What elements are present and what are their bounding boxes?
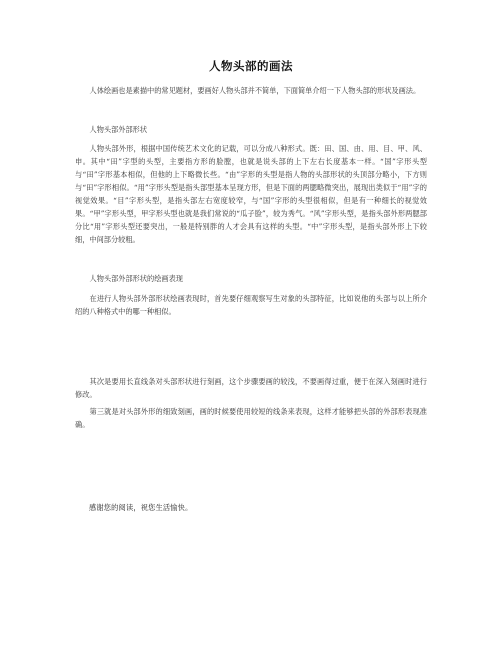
observation-paragraph: 在进行人物头部外部形状绘画表现时，首先要仔细观察写生对象的头部特征，比如说他的头部与以上所介绍的八种格式中的哪一种相似。 xyxy=(75,294,427,316)
closing-remark: 感谢您的阅读，祝您生活愉快。 xyxy=(89,503,193,512)
section-heading-outer-shape: 人物头部外部形状 xyxy=(89,125,148,134)
intro-paragraph: 人体绘画也是素描中的常见题材，要画好人物头部并不简单，下面简单介绍一下人物头部的形状及画法。 xyxy=(89,86,421,95)
section-heading-drawing-expression: 人物头部外部形状的绘画表现 xyxy=(89,274,183,283)
head-shape-description-paragraph: 人物头部外形，根据中国传统艺术文化的记载，可以分成八种形式。既：田、国、由、用、目、甲、风、申。其中“田”字型的头型，主要指方形的脸膛，也就是说头部的上下左右长度基本一样。“国”字形头型与“田”字形基本相似，但他的上下略微长些。“由”字形的头型是指人物的头部形状的头顶部分略小，下方则与“田”字形相似。“用”字形头型是指头部型基本呈现方形，但是下面的两腮略微突出，展现出类似于“用”字的视觉效果。“目”字形头型，是指头部左右宽度较窄，与“国”字形的头型很相似，但是有一种细长的视觉效果。“甲”字形头型，甲字形头型也就是我们常说的“瓜子脸”，较为秀气。“风”字形头型，是指头部外形两腮部分比“用”字形头型还要突出，一般是特别胖的人才会具有这样的头型。“中”字形头型，是指头部外形上下较细，中间部分较粗。 xyxy=(75,144,427,244)
straight-line-paragraph: 其次是要用长直线条对头部形状进行刻画，这个步骤要画的较浅，不要画得过重，便于在深入刻画时进行修改。 xyxy=(75,377,427,399)
detail-drawing-paragraph: 第三就是对头部外形的细致刻画，画的时候要使用较短的线条来表现，这样才能够把头部的外部形表现准确。 xyxy=(75,407,427,429)
document-title: 人物头部的画法 xyxy=(209,59,293,73)
